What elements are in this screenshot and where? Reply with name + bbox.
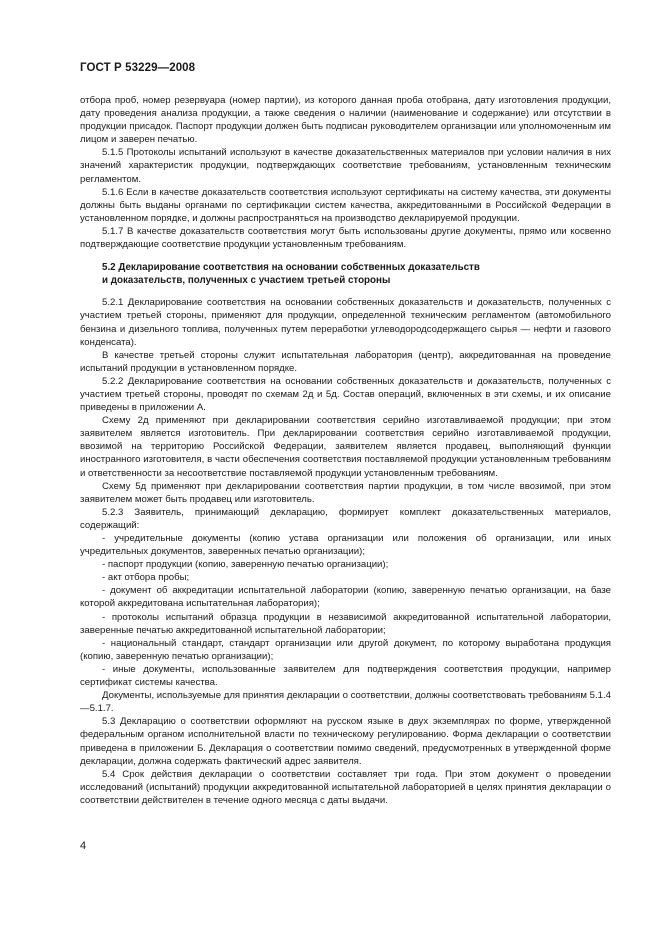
list-item: - учредительные документы (копию устава организации или положения об организации, или иных учредительных документов, заверенных печатью организации); [80,533,611,558]
paragraph-third-party: В качестве третьей стороны служит испытательная лаборатория (центр), аккредитованная на проведение испытаний продукции в установленном порядке. [80,349,611,374]
page-number: 4 [80,840,87,852]
section-heading-line-2: и доказательств, полученных с участием третьей стороны [102,275,391,287]
standard-header: ГОСТ Р 53229—2008 [80,62,196,74]
paragraph-5-1-6: 5.1.6 Если в качестве доказательств соответствия используют сертификаты на систему качества, эти документы должны быть выданы органами по сертификации систем качества, аккредитованными в Российской Федерации в установленном порядке, и должны распространяться на производство декларируемой продукции. [80,186,611,224]
paragraph-5-1-7: 5.1.7 В качестве доказательств соответствия могут быть использованы другие документы, прямо или косвенно подтверждающие соответствие продукции установленным требованиям. [80,225,611,251]
paragraph-scheme-2d: Схему 2д применяют при декларировании соответствия серийно изготавливаемой продукции; при этом заявителем является изготовитель. При декларировании соответствия серийно изготавливаемой продукции, ввозимой на территорию Российской Федерации, заявителем является продавец, выполняющий функции иностранного изготовителя, в части обеспечения соответствия поставляемой продукции установленным требованиям и ответственности за несоответствие поставляемой продукции установленным требованиям. [80,415,611,479]
section-heading-5-2 [80,261,611,287]
list-item: - документ об аккредитации испытательной лаборатории (копию, заверенную печатью организации, на базе которой аккредитована испытательная лаборатория); [80,585,611,610]
paragraph-continuation: отбора проб, номер резервуара (номер партии), из которого данная проба отобрана, дату изготовления продукции, дату проведения анализа продукции, а также сведения о наличии (наименование и содержание) или отсутствии в продукции присадок. Паспорт продукции должен быть подписан руководителем организации или уполномоченным им лицом и заверен печатью. [80,95,611,146]
paragraph-5-2-3: 5.2.3 Заявитель, принимающий декларацию, формирует комплект доказательственных материалов, содержащий: [80,506,611,531]
list-item: - национальный стандарт, стандарт организации или другой документ, по которому выработана продукция (копию, заверенную печатью организации); [80,637,611,662]
paragraph-documents-requirements: Документы, используемые для принятия декларации о соответствии, должны соответствовать требованиям 5.1.4—5.1.7. [80,690,611,715]
document-body [80,94,611,807]
list-item: - паспорт продукции (копию, заверенную печатью организации); [102,559,389,571]
list-item: - иные документы, использованные заявителем для подтверждения соответствия продукции, например сертификат системы качества. [80,663,611,689]
section-heading-line-1: 5.2 Декларирование соответствия на основании собственных доказательств [102,262,480,274]
paragraph-5-2-1: 5.2.1 Декларирование соответствия на основании собственных доказательств и доказательств, полученных с участием третьей стороны, применяют для продукции, определенной техническим регламентом (автомобильного бензина и дизельного топлива, полученных путем переработки углеводородсодержащего сырья — нефти и газового конденсата). [80,297,611,348]
paragraph-scheme-5d: Схему 5д применяют при декларировании соответствия партии продукции, в том числе ввозимой, при этом заявителем может быть продавец или изготовитель. [80,480,611,505]
paragraph-5-4: 5.4 Срок действия декларации о соответствии составляет три года. При этом документ о проведении исследований (испытаний) продукции аккредитованной испытательной лабораторией в целях принятия декларации о соответствии действителен в течение одного месяца с даты выдачи. [80,768,611,806]
list-item: - акт отбора пробы; [102,572,190,584]
paragraph-5-2-2: 5.2.2 Декларирование соответствия на основании собственных доказательств и доказательств, полученных с участием третьей стороны, проводят по схемам 2д и 5д. Состав операций, включенных в эти схемы, и их описание приведены в приложении А. [80,375,611,414]
paragraph-5-3: 5.3 Декларацию о соответствии оформляют на русском языке в двух экземплярах по форме, утвержденной федеральным органом исполнительной власти по техническому регулированию. Форма декларации о соответствии приведена в приложении Б. Декларация о соответствии помимо сведений, предусмотренных в утвержденной форме декларации, должна содержать фактический адрес заявителя. [80,716,611,767]
list-item: - протоколы испытаний образца продукции в независимой аккредитованной испытательной лаборатории, заверенные печатью аккредитованной испытательной лаборатории; [80,611,611,636]
paragraph-5-1-5: 5.1.5 Протоколы испытаний используют в качестве доказательственных материалов при условии наличия в них значений характеристик продукции, подтверждающих соответствие требованиям, установленным техническим регламентом. [80,147,611,185]
